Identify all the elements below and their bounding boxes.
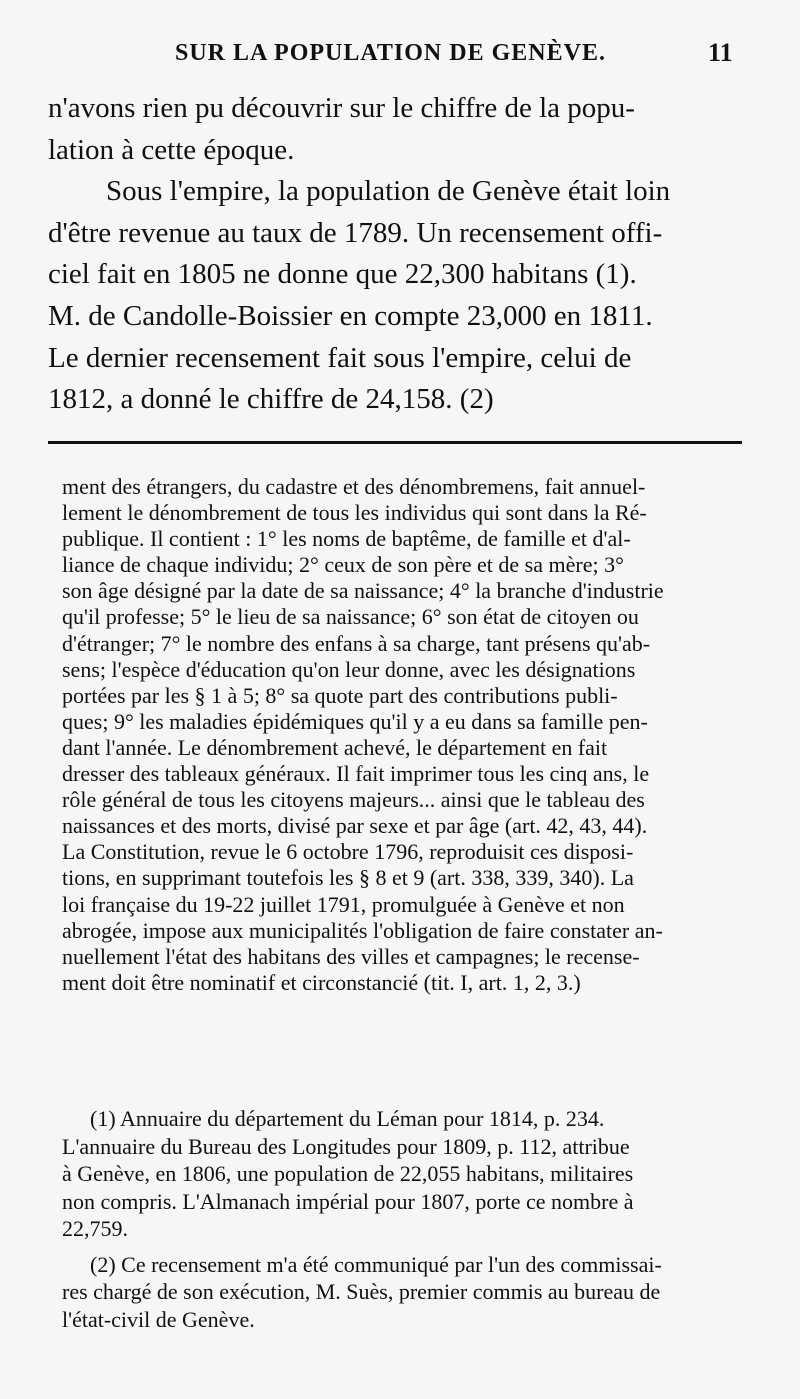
note-continuation bbox=[62, 474, 754, 996]
note-line: qu'il professe; 5° le lieu de sa naissance; 6° son état de citoyen ou bbox=[62, 604, 639, 630]
text-line: Le dernier recensement fait sous l'empire, celui de bbox=[48, 341, 632, 374]
footnote-line: non compris. L'Almanach impérial pour 1807, porte ce nombre à bbox=[62, 1188, 634, 1214]
note-line: ment doit être nominatif et circonstancié (tit. I, art. 1, 2, 3.) bbox=[62, 969, 581, 995]
note-line: son âge désigné par la date de sa naissance; 4° la branche d'industrie bbox=[62, 578, 664, 604]
footnote-rule bbox=[48, 441, 742, 444]
note-line: ques; 9° les maladies épidémiques qu'il y a eu dans sa famille pen- bbox=[62, 708, 648, 734]
note-line: ment des étrangers, du cadastre et des dénombremens, fait annuel- bbox=[62, 474, 646, 499]
note-line: liance de chaque individu; 2° ceux de son père et de sa mère; 3° bbox=[62, 552, 624, 578]
text-line: n'avons rien pu découvrir sur le chiffre de la popu- bbox=[48, 92, 635, 124]
footnote-line: 22,759. bbox=[62, 1216, 128, 1241]
footnotes bbox=[62, 1105, 754, 1339]
text-line: 1812, a donné le chiffre de 24,158. (2) bbox=[48, 383, 494, 416]
note-line: loi française du 19-22 juillet 1791, promulguée à Genève et non bbox=[62, 891, 625, 917]
note-line: dresser des tableaux généraux. Il fait imprimer tous les cinq ans, le bbox=[62, 761, 650, 787]
note-line: La Constitution, revue le 6 octobre 1796, reproduisit ces disposi- bbox=[62, 839, 634, 865]
footnote-1 bbox=[62, 1105, 754, 1243]
text-line: d'être revenue au taux de 1789. Un recensement offi- bbox=[48, 216, 663, 249]
note-line: rôle général de tous les citoyens majeurs... ainsi que le tableau des bbox=[62, 787, 645, 813]
running-head-title: SUR LA POPULATION DE GENÈVE. bbox=[175, 40, 606, 66]
footnote-line: l'état-civil de Genève. bbox=[62, 1306, 255, 1332]
footnote-line: à Genève, en 1806, une population de 22,055 habitans, militaires bbox=[62, 1161, 634, 1186]
note-line: nuellement l'état des habitans des villes et campagnes; le recense- bbox=[62, 943, 640, 969]
text-line: M. de Candolle-Boissier en compte 23,000 en 1811. bbox=[48, 299, 653, 332]
footnote-line: L'annuaire du Bureau des Longitudes pour 1809, p. 112, attribue bbox=[62, 1133, 630, 1159]
footnote-line: (1) Annuaire du département du Léman pour 1814, p. 234. bbox=[90, 1106, 605, 1131]
footnote-line: res chargé de son exécution, M. Suès, premier commis au bureau de bbox=[62, 1279, 661, 1304]
note-line: dant l'année. Le dénombrement achevé, le département en fait bbox=[62, 734, 608, 760]
main-text-block bbox=[48, 88, 742, 421]
paragraph-1 bbox=[48, 88, 742, 171]
note-line: d'étranger; 7° le nombre des enfans à sa charge, tant présens qu'ab- bbox=[62, 630, 651, 656]
note-line: lement le dénombrement de tous les individus qui sont dans la Ré- bbox=[62, 500, 647, 526]
note-line: abrogée, impose aux municipalités l'obligation de faire constater an- bbox=[62, 917, 663, 943]
text-line: Sous l'empire, la population de Genève était loin bbox=[106, 175, 671, 208]
note-line: portées par les § 1 à 5; 8° sa quote part des contributions publi- bbox=[62, 682, 618, 708]
page-number: 11 bbox=[708, 38, 733, 67]
running-head bbox=[0, 40, 800, 80]
paragraph-2 bbox=[48, 171, 742, 421]
footnote-2 bbox=[62, 1251, 754, 1334]
note-line: naissances et des morts, divisé par sexe et par âge (art. 42, 43, 44). bbox=[62, 813, 648, 839]
note-line: publique. Il contient : 1° les noms de baptême, de famille et d'al- bbox=[62, 526, 631, 552]
footnote-line: (2) Ce recensement m'a été communiqué par l'un des commissai- bbox=[90, 1251, 662, 1277]
text-line: lation à cette époque. bbox=[48, 133, 295, 166]
text-line: ciel fait en 1805 ne donne que 22,300 habitans (1). bbox=[48, 258, 637, 291]
note-line: sens; l'espèce d'éducation qu'on leur donne, avec les désignations bbox=[62, 656, 636, 682]
note-line: tions, en supprimant toutefois les § 8 et 9 (art. 338, 339, 340). La bbox=[62, 865, 634, 891]
